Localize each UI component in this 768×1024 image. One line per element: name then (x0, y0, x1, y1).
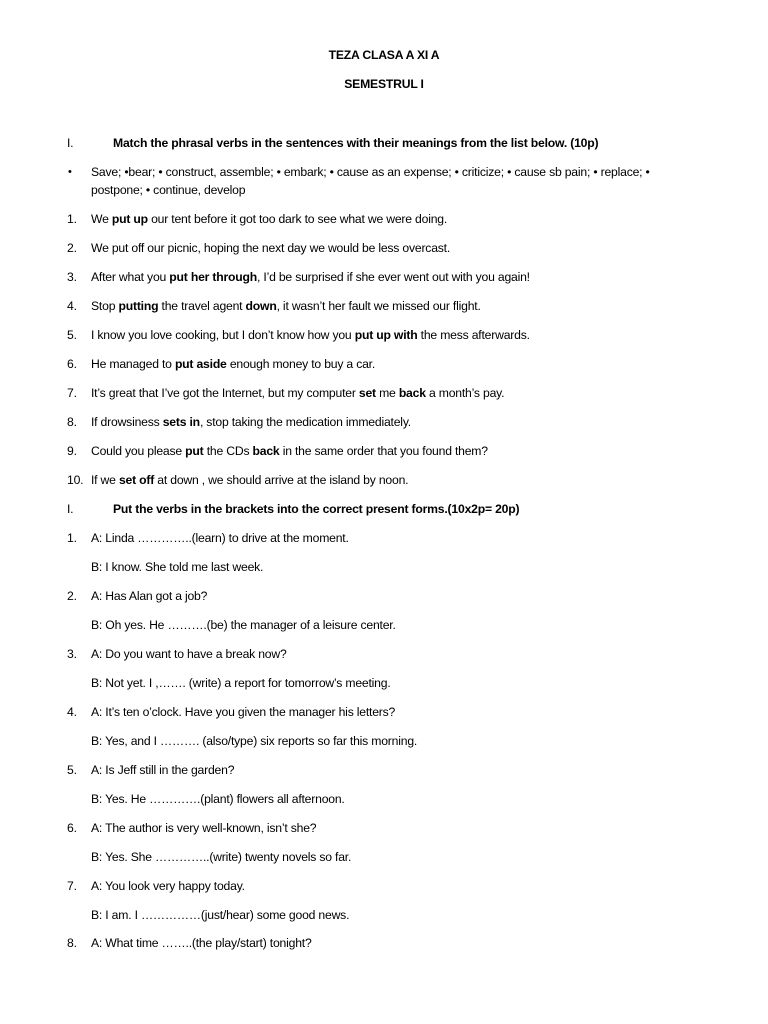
sentence-text: I know you love cooking, but I don’t know how you put up with the mess afterwards. (91, 328, 530, 342)
dialog-line-a: A: Linda …………..(learn) to drive at the moment. (91, 531, 349, 545)
dialog-line-a: A: The author is very well-known, isn’t she? (91, 821, 317, 835)
sentence-number: 2. (67, 241, 77, 255)
sentence-text: If drowsiness sets in, stop taking the medication immediately. (91, 415, 411, 429)
dialog-line-b: B: Not yet. I ,……. (write) a report for tomorrow’s meeting. (91, 676, 391, 690)
phrasal-verb: set off (118, 473, 155, 487)
phrasal-verb: put (185, 444, 204, 458)
phrasal-verb-particle: down (245, 299, 277, 313)
exercise-1-instruction: Match the phrasal verbs in the sentences with their meanings from the list below. (10p) (113, 136, 599, 150)
phrasal-verb: put aside (174, 357, 227, 371)
dialog-line-a: A: Do you want to have a break now? (91, 647, 287, 661)
dialog-line-a: A: What time ……..(the play/start) tonight? (91, 936, 312, 950)
sentence-number: 4. (67, 299, 77, 313)
dialog-line-b: B: I am. I ……………(just/hear) some good news. (91, 908, 350, 922)
dialog-line-b: B: Yes. He ………….(plant) flowers all afternoon. (91, 792, 345, 806)
sentence-number: 3. (67, 270, 77, 284)
dialog-number: 1. (67, 531, 77, 545)
document-subtitle: SEMESTRUL I (344, 77, 424, 91)
phrasal-verb: put her through (169, 270, 258, 284)
sentence-text: He managed to put aside enough money to buy a car. (91, 357, 376, 371)
dialog-line-a: A: It’s ten o’clock. Have you given the manager his letters? (91, 705, 396, 719)
dialog-line-a: A: You look very happy today. (91, 879, 245, 893)
dialog-number: 7. (67, 879, 77, 893)
dialog-line-a: A: Has Alan got a job? (91, 589, 208, 603)
sentence-number: 1. (67, 212, 77, 226)
sentence-number: 6. (67, 357, 77, 371)
sentence-number: 8. (67, 415, 77, 429)
phrasal-verb: put up (111, 212, 148, 226)
bullet-icon: • (68, 166, 72, 178)
phrasal-verb: putting (118, 299, 159, 313)
sentence-text: After what you put her through, I’d be surprised if she ever went out with you again! (91, 270, 530, 284)
meanings-line-2: postpone; • continue, develop (91, 183, 246, 197)
dialog-number: 8. (67, 936, 77, 950)
sentence-number: 5. (67, 328, 77, 342)
dialog-number: 6. (67, 821, 77, 835)
phrasal-verb: set (358, 386, 376, 400)
document-title: TEZA CLASA A XI A (328, 48, 440, 62)
dialog-number: 2. (67, 589, 77, 603)
sentence-number: 10. (67, 473, 84, 487)
phrasal-verb: put up with (354, 328, 418, 342)
dialog-number: 5. (67, 763, 77, 777)
meanings-line-1: Save; •bear; • construct, assemble; • embark; • cause as an expense; • criticize; • cause sb pain; • replace; • (91, 165, 650, 179)
dialog-line-b: B: Yes, and I ………. (also/type) six reports so far this morning. (91, 734, 418, 748)
phrasal-verb-particle: back (398, 386, 426, 400)
dialog-line-a: A: Is Jeff still in the garden? (91, 763, 235, 777)
sentence-number: 9. (67, 444, 77, 458)
exercise-2-instruction: Put the verbs in the brackets into the correct present forms.(10x2p= 20p) (113, 502, 520, 516)
exercise-2-number: I. (67, 502, 74, 516)
dialog-number: 3. (67, 647, 77, 661)
sentence-text: We put off our picnic, hoping the next day we would be less overcast. (91, 241, 451, 255)
dialog-line-b: B: Oh yes. He ……….(be) the manager of a leisure center. (91, 618, 396, 632)
sentence-number: 7. (67, 386, 77, 400)
phrasal-verb: sets in (162, 415, 200, 429)
dialog-line-b: B: Yes. She …………..(write) twenty novels so far. (91, 850, 352, 864)
sentence-text: We put up our tent before it got too dark to see what we were doing. (91, 212, 448, 226)
dialog-line-b: B: I know. She told me last week. (91, 560, 264, 574)
sentence-text: If we set off at down , we should arrive at the island by noon. (91, 473, 409, 487)
phrasal-verb-particle: back (252, 444, 280, 458)
sentence-text: It’s great that I’ve got the Internet, but my computer set me back a month’s pay. (91, 386, 505, 400)
sentence-text: Stop putting the travel agent down, it wasn’t her fault we missed our flight. (91, 299, 481, 313)
exercise-1-number: I. (67, 136, 74, 150)
sentence-text: Could you please put the CDs back in the same order that you found them? (91, 444, 488, 458)
dialog-number: 4. (67, 705, 77, 719)
